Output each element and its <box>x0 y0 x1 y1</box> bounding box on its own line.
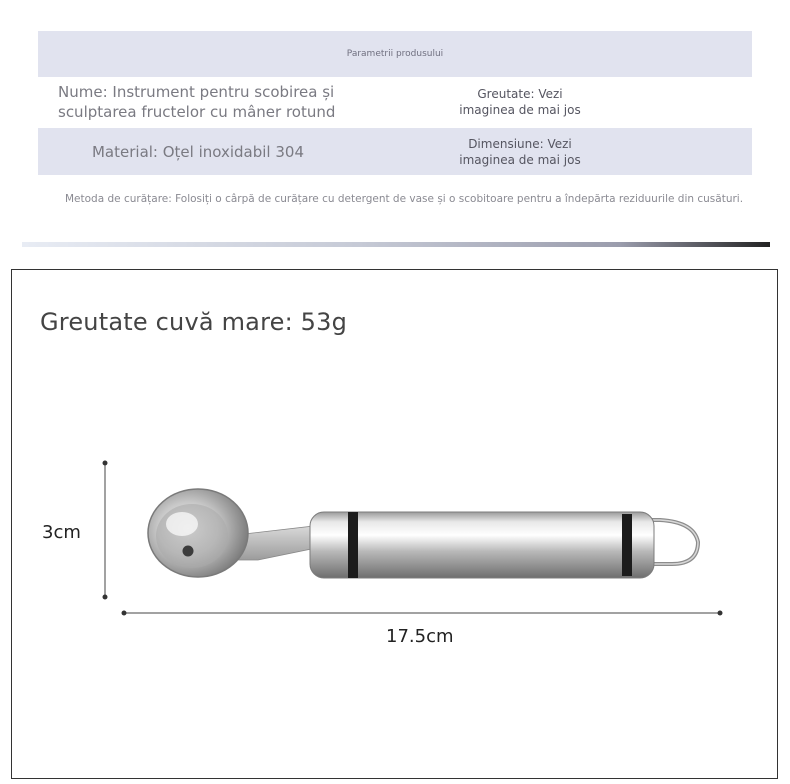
spec-dimension-line-2: imaginea de mai jos <box>459 152 581 167</box>
length-label: 17.5cm <box>386 626 454 647</box>
spec-weight-line-2: imaginea de mai jos <box>459 103 581 117</box>
length-dimension-line <box>122 611 723 616</box>
spec-material-cell <box>38 128 398 175</box>
spec-dimension-line-1: Dimensiune: Vezi <box>468 136 572 151</box>
spec-dimension-cell <box>410 128 630 175</box>
spec-table-title: Parametrii produsului <box>346 49 444 59</box>
spec-row-material-dimension <box>38 128 752 175</box>
product-illustration <box>12 270 779 780</box>
spec-cleaning-method: Metoda de curățare: Folosiți o cârpă de curățare cu detergent de vase și o scobitoare pentru a îndepărta reziduurile din cusături. <box>65 193 744 205</box>
spec-name-line-2: sculptarea fructelor cu mâner rotund <box>58 103 336 121</box>
melon-baller-image <box>148 489 698 578</box>
spec-weight-line-1: Greutate: Vezi <box>477 87 563 101</box>
spec-name-cell <box>38 78 398 126</box>
spec-row-name-weight <box>38 78 752 126</box>
spec-weight-cell <box>410 78 630 126</box>
spec-material: Material: Oțel inoxidabil 304 <box>91 142 304 161</box>
height-dimension-line <box>103 461 108 600</box>
spec-table-header <box>38 31 752 77</box>
product-dimension-panel <box>11 269 778 779</box>
height-label: 3cm <box>42 522 81 543</box>
spec-name-line-1: Nume: Instrument pentru scobirea și <box>58 83 335 101</box>
section-divider-bar <box>22 242 770 247</box>
product-weight-title: Greutate cuvă mare: 53g <box>40 308 348 336</box>
